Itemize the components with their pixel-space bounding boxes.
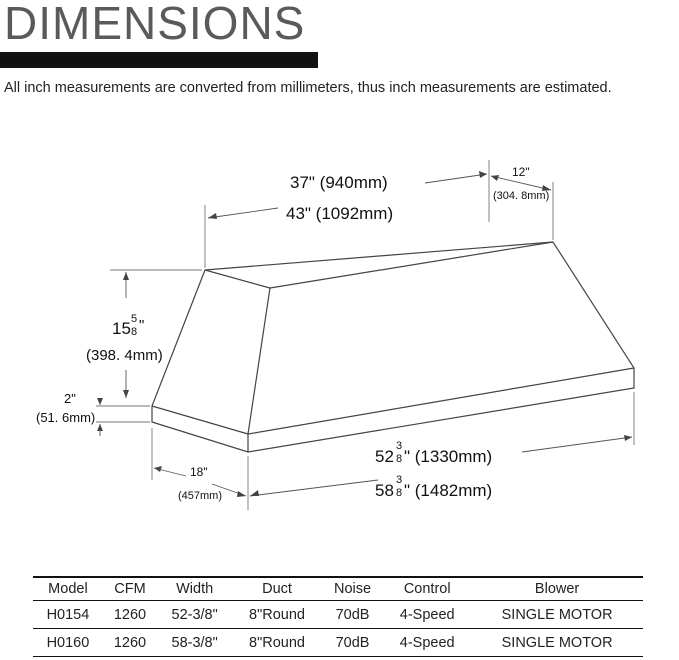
depth-in-label: 18" — [190, 465, 208, 479]
svg-text:3: 3 — [396, 440, 403, 452]
svg-text:15: 15 — [112, 319, 131, 338]
hood-outline — [152, 242, 634, 452]
measurement-note: All inch measurements are converted from millimeters, thus inch measurements are estimated. — [4, 80, 612, 96]
svg-text:52: 52 — [375, 447, 394, 466]
svg-text:8: 8 — [131, 326, 138, 338]
svg-text:3: 3 — [396, 474, 403, 486]
cell-width: 52-3/8" — [171, 606, 218, 623]
top-width-full-label: 43" (1092mm) — [286, 204, 394, 223]
height-label — [112, 313, 144, 338]
cell-blower: SINGLE MOTOR — [501, 634, 613, 651]
bottom-width-label — [375, 440, 492, 466]
specs-table-header — [33, 577, 643, 601]
svg-text:58: 58 — [375, 481, 394, 500]
header-model: Model — [48, 581, 88, 597]
top-depth-mm-label: (304. 8mm) — [493, 190, 550, 202]
cell-control: 4-Speed — [399, 634, 455, 651]
rim-in-label: 2" — [64, 391, 76, 406]
header-blower: Blower — [534, 581, 580, 597]
cell-control: 4-Speed — [399, 606, 455, 623]
top-depth-in-label: 12" — [512, 165, 530, 179]
specs-table — [33, 576, 643, 657]
cell-noise: 70dB — [335, 634, 370, 651]
header-control: Control — [403, 581, 451, 597]
top-width-label: 37" (940mm) — [290, 173, 388, 192]
svg-text:5: 5 — [131, 313, 138, 325]
cell-cfm: 1260 — [113, 606, 147, 623]
header-duct: Duct — [262, 581, 292, 597]
cell-duct: 8"Round — [249, 606, 305, 623]
cell-model: H0160 — [46, 634, 90, 651]
cell-duct: 8"Round — [249, 634, 305, 651]
svg-text:8: 8 — [396, 487, 403, 499]
header-noise: Noise — [333, 581, 372, 597]
cell-noise: 70dB — [335, 606, 370, 623]
rim-mm-label: (51. 6mm) — [36, 410, 96, 425]
svg-text:" (1482mm): " (1482mm) — [404, 481, 493, 500]
svg-text:": " — [139, 317, 145, 334]
cell-cfm: 1260 — [113, 634, 147, 651]
height-mm-label: (398. 4mm) — [86, 347, 163, 364]
table-row — [33, 629, 643, 657]
table-row — [33, 601, 643, 629]
cell-model: H0154 — [46, 606, 90, 623]
cell-blower: SINGLE MOTOR — [501, 606, 613, 623]
depth-mm-label: (457mm) — [178, 490, 223, 502]
svg-text:8: 8 — [396, 453, 403, 465]
page-title: DIMENSIONS — [4, 0, 306, 49]
svg-text:" (1330mm): " (1330mm) — [404, 447, 493, 466]
header-width: Width — [176, 581, 214, 597]
cell-width: 58-3/8" — [171, 634, 218, 651]
bottom-width-full-label — [375, 474, 492, 500]
header-cfm: CFM — [114, 581, 146, 597]
